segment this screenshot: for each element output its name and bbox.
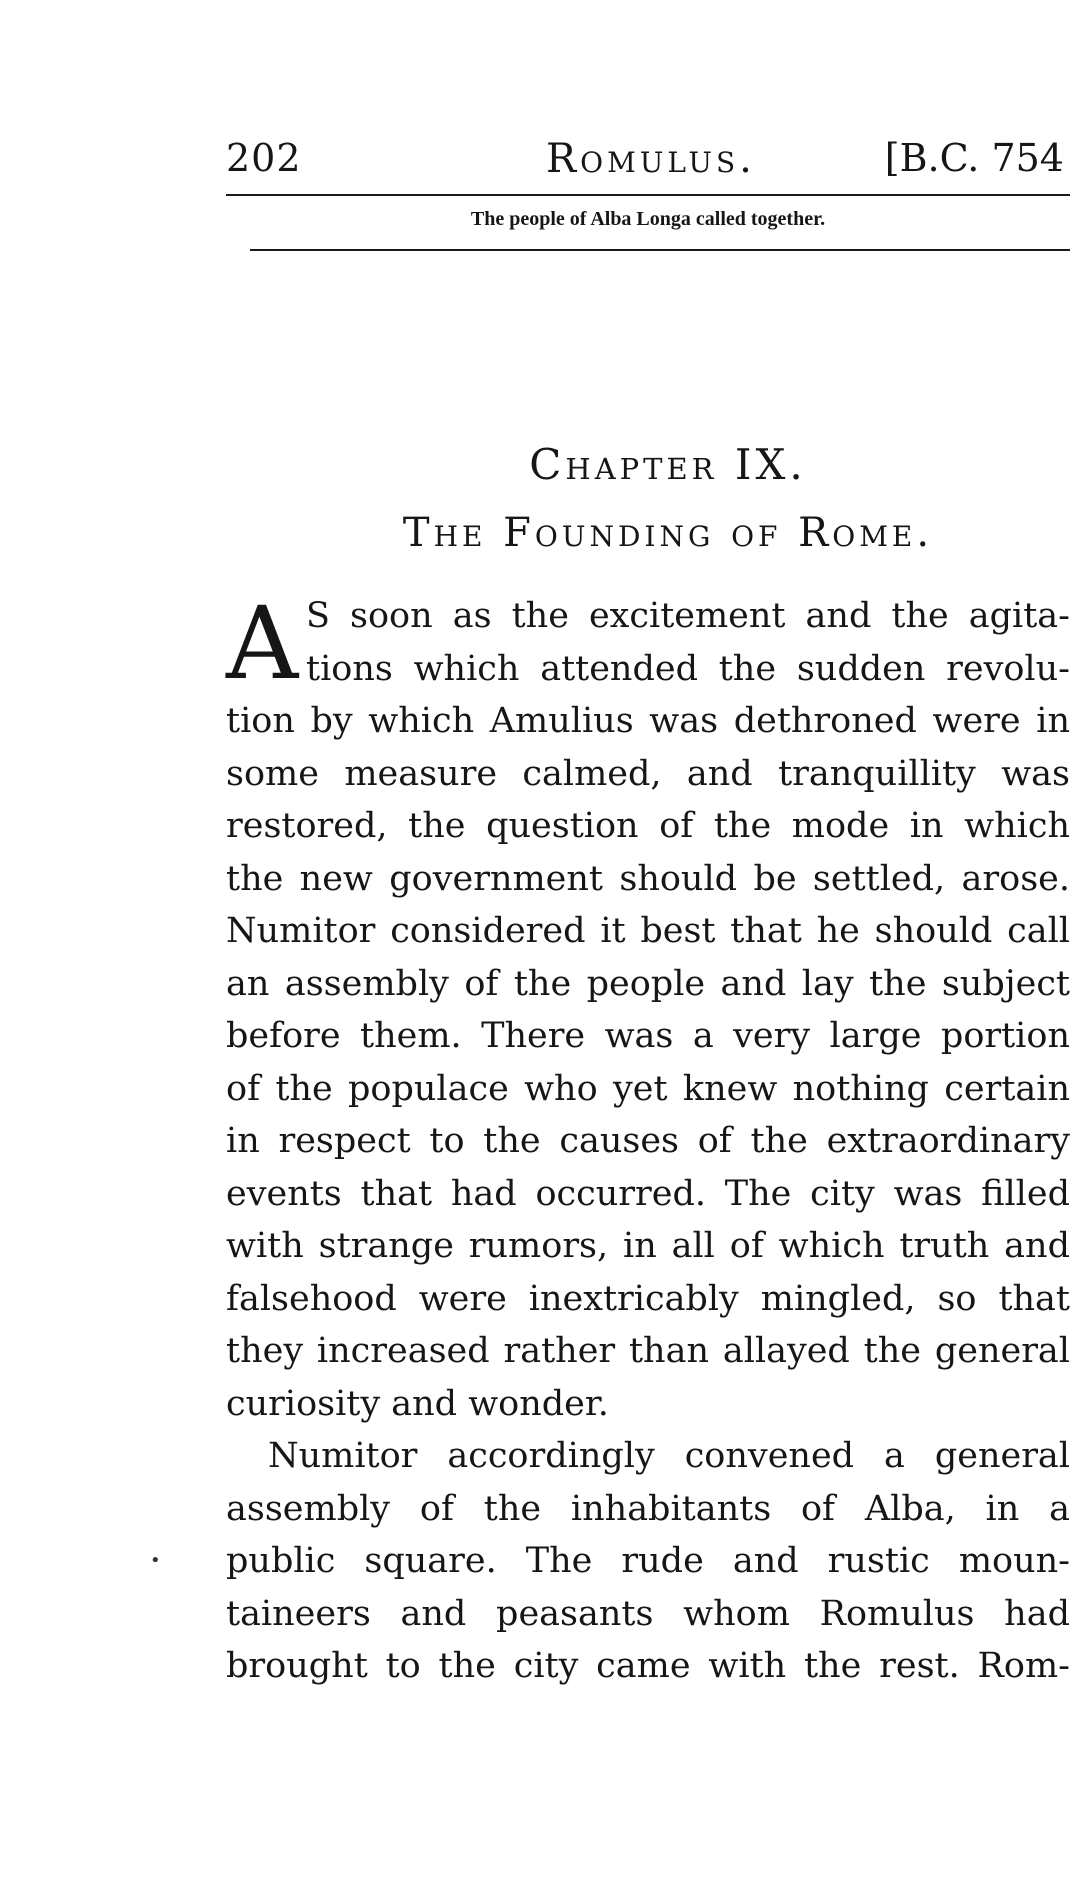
text-line: curiosity and wonder. xyxy=(226,1383,609,1424)
text-line: the new government should be settled, arose. xyxy=(226,858,1070,899)
text-line: Numitor accordingly convened a general xyxy=(268,1436,1070,1476)
header-rule-top xyxy=(226,194,1070,196)
text-line: in respect to the causes of the extraordinary xyxy=(226,1121,1070,1161)
margin-mark: • xyxy=(150,1550,161,1571)
text-line: public square. The rude and rustic moun- xyxy=(226,1541,1070,1581)
text-line: S soon as the excitement and the agita- xyxy=(306,596,1070,636)
text-line: before them. There was a very large portion xyxy=(226,1016,1070,1056)
text-line: tion by which Amulius was dethroned were in xyxy=(226,701,1070,741)
text-line: they increased rather than allayed the general xyxy=(226,1331,1070,1371)
chapter-title: The Founding of Rome. xyxy=(402,510,934,556)
text-line: assembly of the inhabitants of Alba, in a xyxy=(226,1488,1070,1529)
text-line: Numitor considered it best that he should call xyxy=(226,911,1070,951)
chapter-number: Chapter IX. xyxy=(529,440,807,489)
date-reference: [B.C. 754 xyxy=(884,136,1064,180)
header-rule-bottom xyxy=(250,249,1070,251)
body-text xyxy=(226,585,1070,1693)
text-line: of the populace who yet knew nothing certain xyxy=(226,1068,1070,1109)
text-line: tions which attended the sudden revolu- xyxy=(306,648,1070,689)
running-head xyxy=(226,136,1070,192)
page-number: 202 xyxy=(226,136,302,180)
text-line: an assembly of the people and lay the subject xyxy=(226,963,1070,1004)
drop-cap: A xyxy=(226,585,299,702)
text-line: some measure calmed, and tranquillity was xyxy=(226,753,1070,794)
text-line: falsehood were inextricably mingled, so that xyxy=(226,1278,1070,1319)
text-line: events that had occurred. The city was filled xyxy=(226,1173,1070,1214)
running-title: Romulus. xyxy=(546,136,756,182)
text-line: taineers and peasants whom Romulus had xyxy=(226,1593,1070,1634)
text-line: with strange rumors, in all of which truth and xyxy=(226,1226,1070,1266)
page-summary: The people of Alba Longa called together. xyxy=(470,208,826,230)
text-line: restored, the question of the mode in which xyxy=(226,806,1070,846)
text-line: brought to the city came with the rest. Rom- xyxy=(226,1646,1070,1686)
